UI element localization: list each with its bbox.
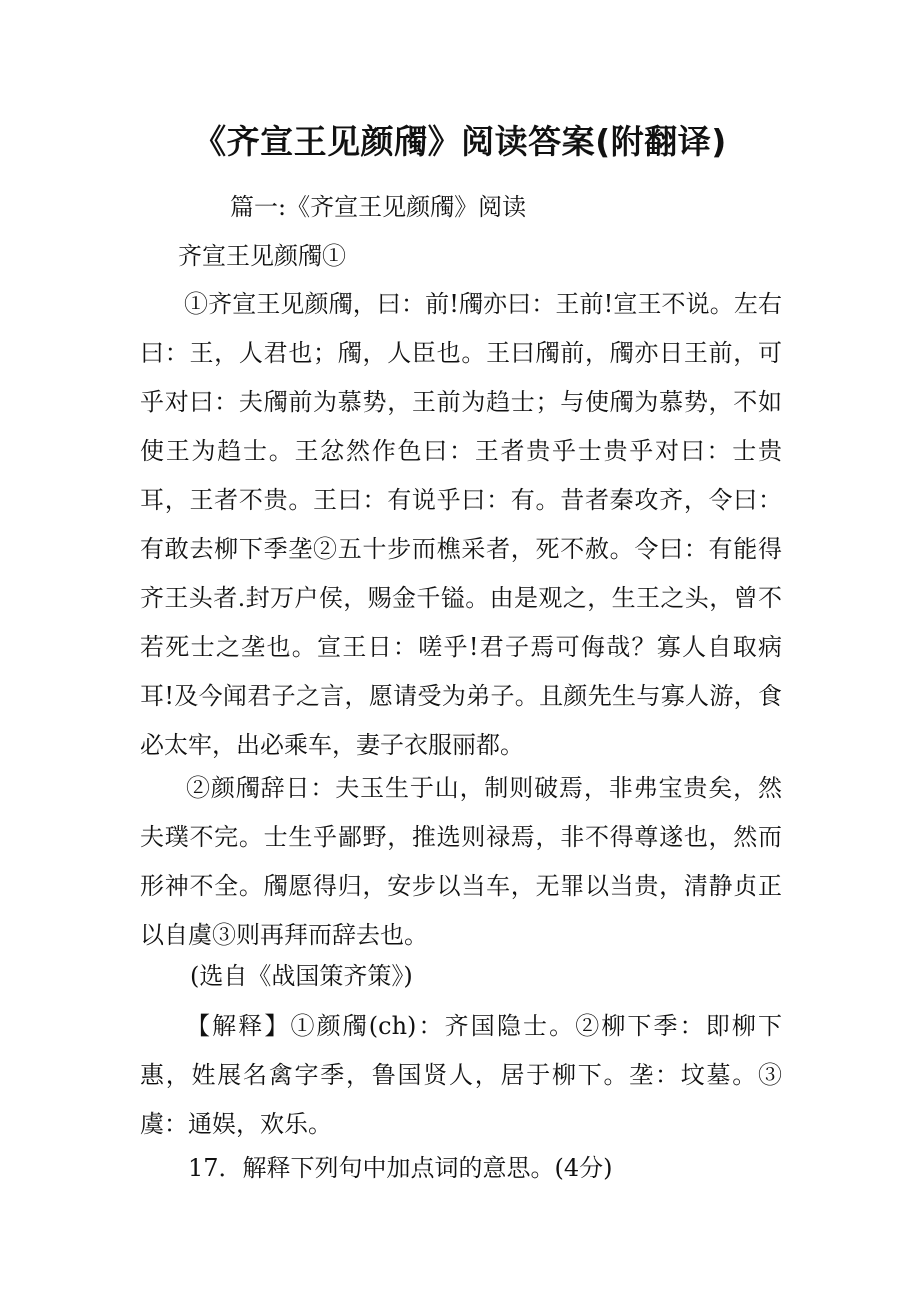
- passage-title: 齐宣王见颜斶①: [178, 242, 346, 270]
- source-note: (选自《战国策齐策》): [190, 962, 413, 990]
- explanation-note: 【解释】①颜斶(ch)：齐国隐士。②柳下季：即柳下惠，姓展名禽字季，鲁国贤人，居于柳下。垄：坟墓。③虞：通娱，欢乐。: [140, 1012, 782, 1138]
- paragraph-1: ①齐宣王见颜斶，曰：前!斶亦曰：王前!宣王不说。左右曰：王，人君也；斶，人臣也。王曰斶前，斶亦日王前，可乎对曰：夫斶前为慕势，王前为趋士；与使斶为慕势，不如使王为趋士。王忿然作色曰：王者贵乎士贵乎对曰：士贵耳，王者不贵。王曰：有说乎曰：有。昔者秦攻齐，令曰：有敢去柳下季垄②五十步而樵采者，死不赦。令曰：有能得齐王头者.封万户侯，赐金千镒。由是观之，生王之头，曾不若死士之垄也。宣王日：嗟乎!君子焉可侮哉？寡人自取病耳!及今闻君子之言，愿请受为弟子。且颜先生与寡人游，食必太牢，出必乘车，妻子衣服丽都。: [140, 290, 782, 759]
- paragraph-2: ②颜斶辞日：夫玉生于山，制则破焉，非弗宝贵矣，然夫璞不完。士生乎鄙野，推选则禄焉，非不得尊遂也，然而形神不全。斶愿得归，安步以当车，无罪以当贵，清静贞正以自虞③则再拜而辞去也。: [140, 774, 782, 949]
- question-17: 17．解释下列句中加点词的意思。(4分): [188, 1154, 613, 1182]
- document-title: 《齐宣王见颜斶》阅读答案(附翻译): [193, 122, 727, 161]
- section-heading: 篇一:《齐宣王见颜斶》阅读: [230, 193, 527, 221]
